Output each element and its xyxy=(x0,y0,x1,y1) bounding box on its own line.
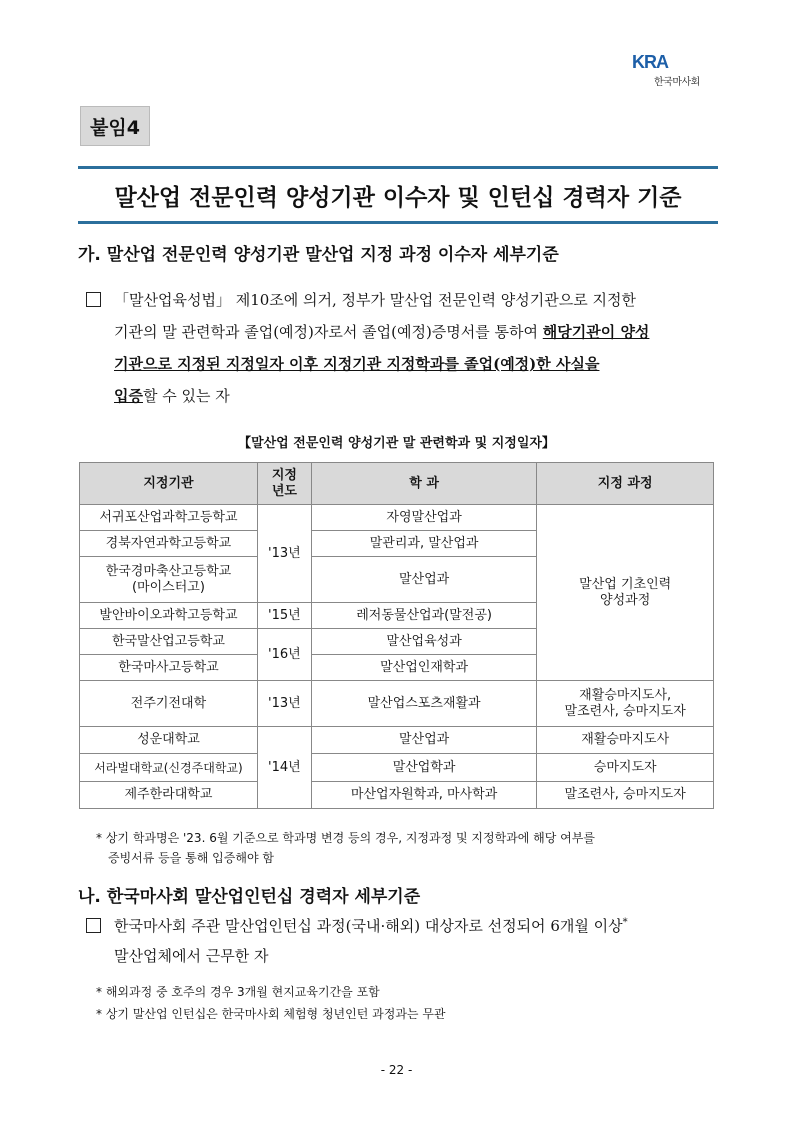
department-cell: 말산업인재학과 xyxy=(311,655,537,681)
section-b-note-1: * 해외과정 중 호주의 경우 3개월 현지교육기간을 포함 xyxy=(96,985,380,999)
department-cell: 말산업육성과 xyxy=(311,629,537,655)
para-b-line-1-text: 한국마사회 주관 말산업인턴십 과정(국내·해외) 대상자로 선정되어 6개월 이상 xyxy=(114,917,623,935)
department-cell: 마산업자원학과, 마사학과 xyxy=(311,782,537,809)
table-row xyxy=(80,505,714,531)
institution-table xyxy=(79,462,714,809)
table-caption: 【말산업 전문인력 양성기관 말 관련학과 및 지정일자】 xyxy=(238,436,555,451)
logo-subtitle: 한국마사회 xyxy=(654,77,700,88)
para-line-1: 「말산업육성법」 제10조에 의거, 정부가 말산업 전문인력 양성기관으로 지정한 xyxy=(114,291,636,309)
institution-cell: 한국말산업고등학교 xyxy=(80,629,258,655)
institution-cell: 한국마사고등학교 xyxy=(80,655,258,681)
year-cell: '16년 xyxy=(257,629,311,681)
institution-cell: 서귀포산업과학고등학교 xyxy=(80,505,258,531)
course-cell: 재활승마지도사 xyxy=(537,727,714,754)
page-number: - 22 - xyxy=(380,1063,413,1077)
para-b-line-2: 말산업체에서 근무한 자 xyxy=(114,947,269,965)
year-cell: '15년 xyxy=(257,603,311,629)
checkbox-bullet xyxy=(86,292,101,307)
para-line-2-text: 기관의 말 관련학과 졸업(예정)자로서 졸업(예정)증명서를 통하여 xyxy=(114,323,543,341)
checkbox-bullet xyxy=(86,918,101,933)
department-cell: 레저동물산업과(말전공) xyxy=(311,603,537,629)
para-b-line-1 xyxy=(114,915,628,936)
department-cell: 말산업학과 xyxy=(311,754,537,782)
section-b-note-2: * 상기 말산업 인턴십은 한국마사회 체험형 청년인턴 과정과는 무관 xyxy=(96,1007,446,1021)
para-line-4-text: 할 수 있는 자 xyxy=(142,387,230,405)
year-cell: '13년 xyxy=(257,681,311,727)
institution-cell: 경북자연과학고등학교 xyxy=(80,531,258,557)
para-line-3: 기관으로 지정된 지정일자 이후 지정기관 지정학과를 졸업(예정)한 사실을 xyxy=(114,355,600,373)
table-note-line-1: * 상기 학과명은 '23. 6월 기준으로 학과명 변경 등의 경우, 지정과정 및 지정학과에 해당 여부를 xyxy=(96,831,595,845)
department-cell: 말산업과 xyxy=(311,727,537,754)
institution-cell: 서라벌대학교(신경주대학교) xyxy=(80,754,258,782)
year-cell: '14년 xyxy=(257,727,311,809)
section-b-paragraph xyxy=(86,915,726,975)
attachment-tag: 붙임4 xyxy=(80,106,150,146)
page-title: 말산업 전문인력 양성기관 이수자 및 인턴십 경력자 기준 xyxy=(78,166,718,224)
header-department: 학 과 xyxy=(311,463,537,505)
para-line-4-emphasis: 입증 xyxy=(114,387,143,405)
institution-cell: 성운대학교 xyxy=(80,727,258,754)
institution-cell: 전주기전대학 xyxy=(80,681,258,727)
header-year: 지정 년도 xyxy=(257,463,311,505)
logo-mark: KRA xyxy=(632,52,668,72)
department-cell: 자영말산업과 xyxy=(311,505,537,531)
header-course: 지정 과정 xyxy=(537,463,714,505)
header-institution: 지정기관 xyxy=(80,463,258,505)
table-note-line-2: 증빙서류 등을 통해 입증해야 함 xyxy=(108,851,274,865)
department-cell: 말관리과, 말산업과 xyxy=(311,531,537,557)
para-line-2 xyxy=(114,321,649,342)
section-a-heading: 가. 말산업 전문인력 양성기관 말산업 지정 과정 이수자 세부기준 xyxy=(78,245,559,265)
footnote-mark: * xyxy=(622,917,628,928)
table-row xyxy=(80,727,714,754)
table-row xyxy=(80,754,714,782)
table-row xyxy=(80,681,714,727)
course-cell: 말산업 기초인력 양성과정 xyxy=(537,505,714,681)
department-cell: 말산업스포츠재활과 xyxy=(311,681,537,727)
table-row xyxy=(80,782,714,809)
year-cell: '13년 xyxy=(257,505,311,603)
course-cell: 승마지도자 xyxy=(537,754,714,782)
para-line-4 xyxy=(114,385,230,406)
section-b-heading: 나. 한국마사회 말산업인턴십 경력자 세부기준 xyxy=(78,887,421,907)
section-a-paragraph xyxy=(86,289,726,419)
institution-cell: 한국경마축산고등학교 (마이스터고) xyxy=(80,557,258,603)
kra-logo xyxy=(632,52,742,92)
table-header-row xyxy=(80,463,714,505)
department-cell: 말산업과 xyxy=(311,557,537,603)
para-line-2-emphasis: 해당기관이 양성 xyxy=(542,323,650,341)
course-cell: 재활승마지도사, 말조련사, 승마지도자 xyxy=(537,681,714,727)
course-cell: 말조련사, 승마지도자 xyxy=(537,782,714,809)
institution-cell: 제주한라대학교 xyxy=(80,782,258,809)
institution-cell: 발안바이오과학고등학교 xyxy=(80,603,258,629)
